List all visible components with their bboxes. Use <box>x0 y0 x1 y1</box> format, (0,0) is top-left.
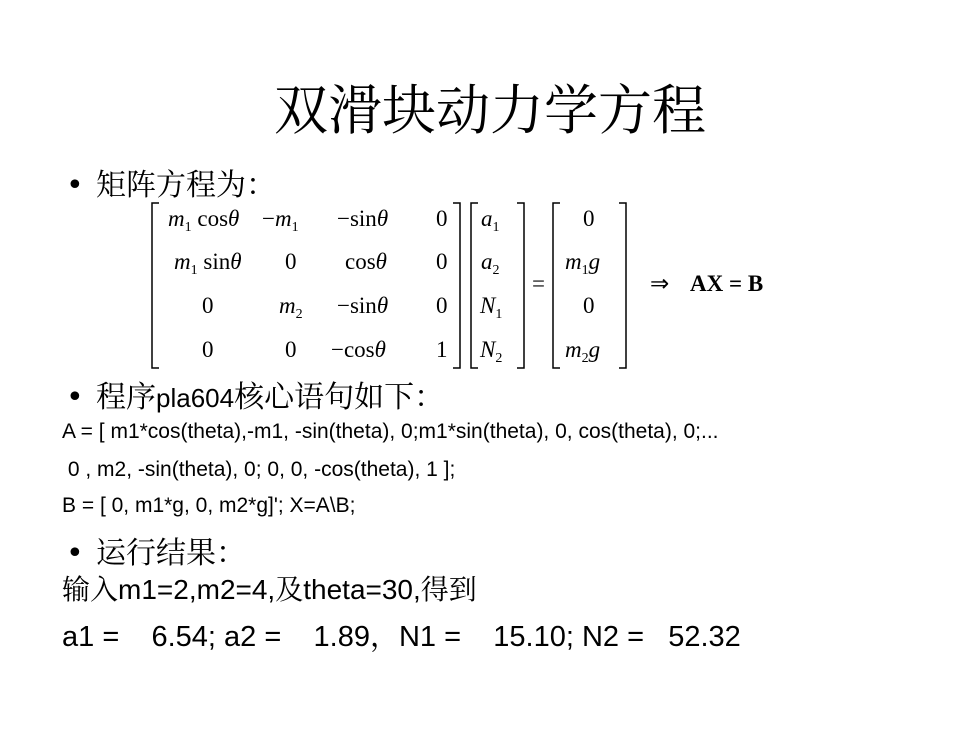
svg-text:0: 0 <box>285 249 297 274</box>
code-line-1: A = [ m1*cos(theta),-m1, -sin(theta), 0;m1*sin(theta), 0, cos(theta), 0;... <box>62 420 719 443</box>
svg-text:0: 0 <box>202 337 214 362</box>
bullet-text: 运行结果： <box>96 536 246 571</box>
svg-text:1: 1 <box>436 337 448 362</box>
bullet-dot: • <box>66 380 84 415</box>
svg-text:N1: $N_1$ <box>480 293 503 322</box>
result-n-values: N1 = 15.10; N2 = 52.32 <box>398 621 741 653</box>
code-line-3: B = [ 0, m1*g, 0, m2*g]'; X=A\B; <box>62 494 356 517</box>
svg-text:−cosθ: −cosθ <box>331 337 386 362</box>
svg-text:a2: $a_2$ <box>481 249 500 278</box>
svg-text:−sinθ: −sinθ <box>337 293 389 318</box>
matrix-a-row-1 <box>168 206 448 235</box>
program-name: pla604 <box>156 383 235 413</box>
implies-arrow: ⇒ <box>650 271 670 296</box>
matrix-summary: AX = B <box>690 271 764 296</box>
result-separator: ， <box>369 619 399 653</box>
result-line <box>62 614 741 655</box>
bullet-results <box>66 528 246 572</box>
bullet-dot: • <box>66 168 84 203</box>
svg-text:N2: $N_2$ <box>480 337 503 366</box>
svg-text:cosθ: cosθ <box>345 249 387 274</box>
svg-text:0: 0 <box>436 249 448 274</box>
input-values-1: m1=2,m2=4, <box>118 574 276 605</box>
bullet-text-suffix: 核心语句如下： <box>234 380 445 415</box>
input-label: 输入 <box>62 573 119 606</box>
input-line <box>62 568 477 608</box>
svg-text:a1: $a_1$ <box>481 206 500 235</box>
matrix-a-row-3 <box>202 293 448 322</box>
svg-text:0: 0 <box>583 206 595 231</box>
svg-text:m2g: $m_2g$ <box>565 337 601 366</box>
svg-text:m2: $m_2$ <box>279 293 303 322</box>
code-line-2: 0 , m2, -sin(theta), 0; 0, 0, -cos(theta), 1 ]; <box>62 458 456 481</box>
bullet-dot: • <box>66 536 84 571</box>
bullet-text: 矩阵方程为： <box>96 168 276 203</box>
bullet-program <box>66 372 444 416</box>
svg-text:0: 0 <box>583 293 595 318</box>
svg-text:0: 0 <box>436 206 448 231</box>
input-and: 及 <box>275 573 304 606</box>
svg-text:−sinθ: −sinθ <box>337 206 389 231</box>
result-a-values: a1 = 6.54; a2 = 1.89 <box>62 621 370 653</box>
svg-text:0: 0 <box>202 293 214 318</box>
slide-title: 双滑块动力学方程 <box>274 79 706 142</box>
svg-text:−m1: $-m_1$ <box>262 206 299 235</box>
svg-text:m1g: $m_1g$ <box>565 249 601 278</box>
bullet-text-prefix: 程序 <box>96 380 156 415</box>
svg-text:m1 sinθ: $m_1$ sinθ <box>174 249 242 278</box>
matrix-a-row-2 <box>174 249 448 278</box>
equals-sign: = <box>532 271 545 296</box>
svg-text:m1 cosθ: $m_1$ cosθ <box>168 206 240 235</box>
svg-text:0: 0 <box>285 337 297 362</box>
matrix-a-row-4 <box>202 337 448 362</box>
svg-text:0: 0 <box>436 293 448 318</box>
vector-x <box>479 206 502 366</box>
input-values-2: theta=30, <box>303 574 421 605</box>
input-obtain: 得到 <box>420 573 477 606</box>
vector-b <box>565 206 600 366</box>
